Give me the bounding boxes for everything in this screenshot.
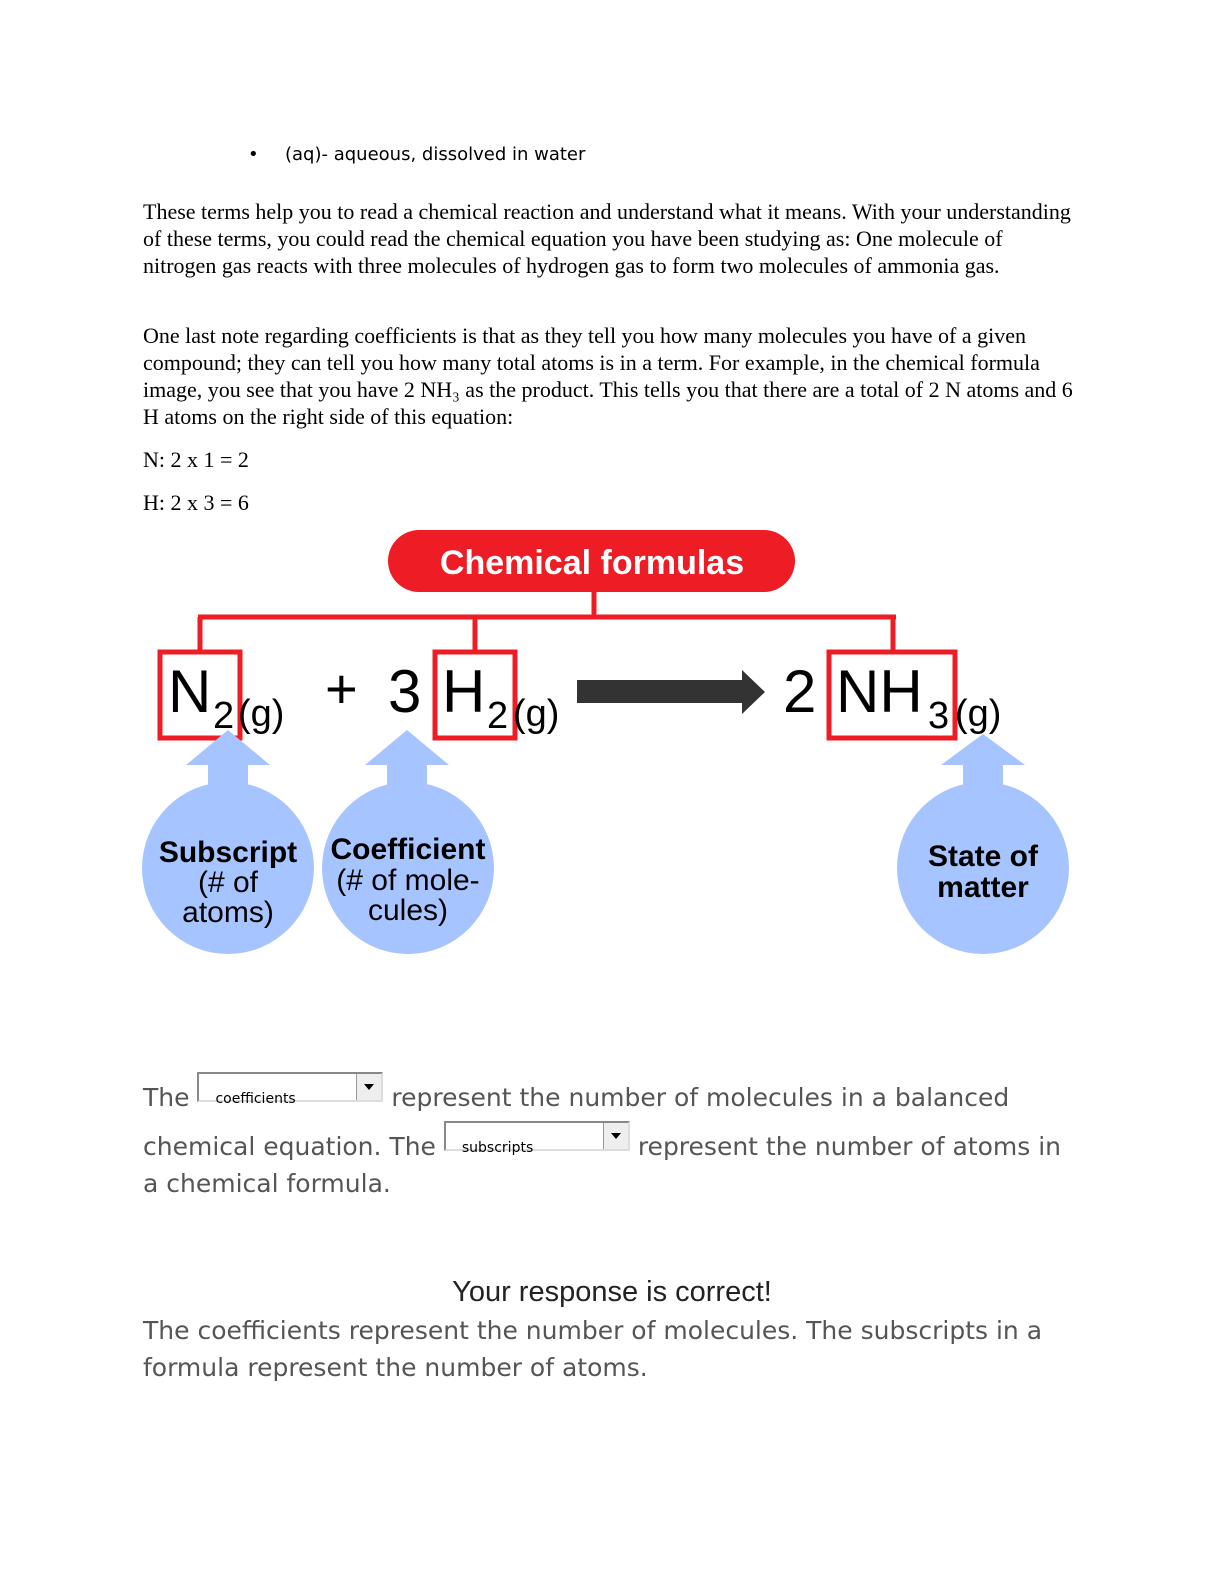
formula-nh: NH xyxy=(836,658,923,725)
reaction-arrow-icon xyxy=(577,670,765,714)
state-label-1: State of xyxy=(927,840,1039,873)
dropdown-value: subscripts xyxy=(461,1140,534,1156)
question-text-4: represent the number of atoms in xyxy=(637,1132,1061,1161)
feedback-text: The coefficients represent the number of molecules. The subscripts in a formula represent the number of atoms. xyxy=(143,1316,1043,1382)
coefficient-desc-2: cules) xyxy=(367,894,449,927)
paragraph-2: One last note regarding coefficients is that as they tell you how many molecules you have of a given compound; they can tell you how many total atoms is in a term. For example, in the chemical formula image, you see that you have 2 NH₃ as the product. This tells you that there are a total of 2 N atoms and 6 H atoms on the right side of this equation: xyxy=(143,323,1073,429)
question-text-3: chemical equation. The xyxy=(143,1132,436,1161)
chevron-down-icon[interactable] xyxy=(603,1123,628,1149)
calc-h: H: 2 x 3 = 6 xyxy=(143,490,249,515)
formula-h: H xyxy=(442,658,486,725)
subscript-desc-2: atoms) xyxy=(182,896,274,929)
bullet-text: (aq)- aqueous, dissolved in water xyxy=(285,144,586,165)
coefficient-desc-1: (# of mole- xyxy=(336,864,480,897)
formula-n-state: (g) xyxy=(238,693,285,735)
formula-n: N xyxy=(168,658,212,725)
subscripts-dropdown[interactable] xyxy=(444,1121,630,1156)
question-text-1: The xyxy=(143,1083,190,1112)
bullet-dot: • xyxy=(248,144,259,165)
formula-h-state: (g) xyxy=(513,693,560,735)
coefficient-h: 3 xyxy=(388,658,422,725)
formula-nh-state: (g) xyxy=(955,693,1002,735)
question-text-2: represent the number of molecules in a balanced xyxy=(391,1083,1010,1112)
chevron-down-icon[interactable] xyxy=(356,1074,381,1100)
question-text-5: a chemical formula. xyxy=(143,1169,391,1198)
coefficient-nh: 2 xyxy=(783,658,817,725)
feedback-title: Your response is correct! xyxy=(452,1276,772,1308)
coefficient-label: Coefficient xyxy=(330,833,486,866)
formula-nh-subscript: 3 xyxy=(928,695,950,737)
plus-sign: + xyxy=(325,657,358,720)
diagram-title: Chemical formulas xyxy=(439,544,745,582)
question xyxy=(143,1072,1103,1200)
subscript-label: Subscript xyxy=(158,836,298,869)
coefficients-dropdown[interactable] xyxy=(197,1072,383,1107)
formula-n-subscript: 2 xyxy=(213,695,235,737)
subscript-desc-1: (# of xyxy=(197,866,259,899)
calc-n: N: 2 x 1 = 2 xyxy=(143,447,249,472)
dropdown-value: coefficients xyxy=(215,1091,296,1107)
paragraph-1: These terms help you to read a chemical reaction and understand what it means. With your understanding of these terms, you could read the chemical equation you have been studying as: One molecule of nitrogen gas reacts with three molecules of hydrogen gas to form two molecules of ammonia gas. xyxy=(143,199,1071,278)
state-label-2: matter xyxy=(937,871,1029,904)
formula-h-subscript: 2 xyxy=(487,695,509,737)
